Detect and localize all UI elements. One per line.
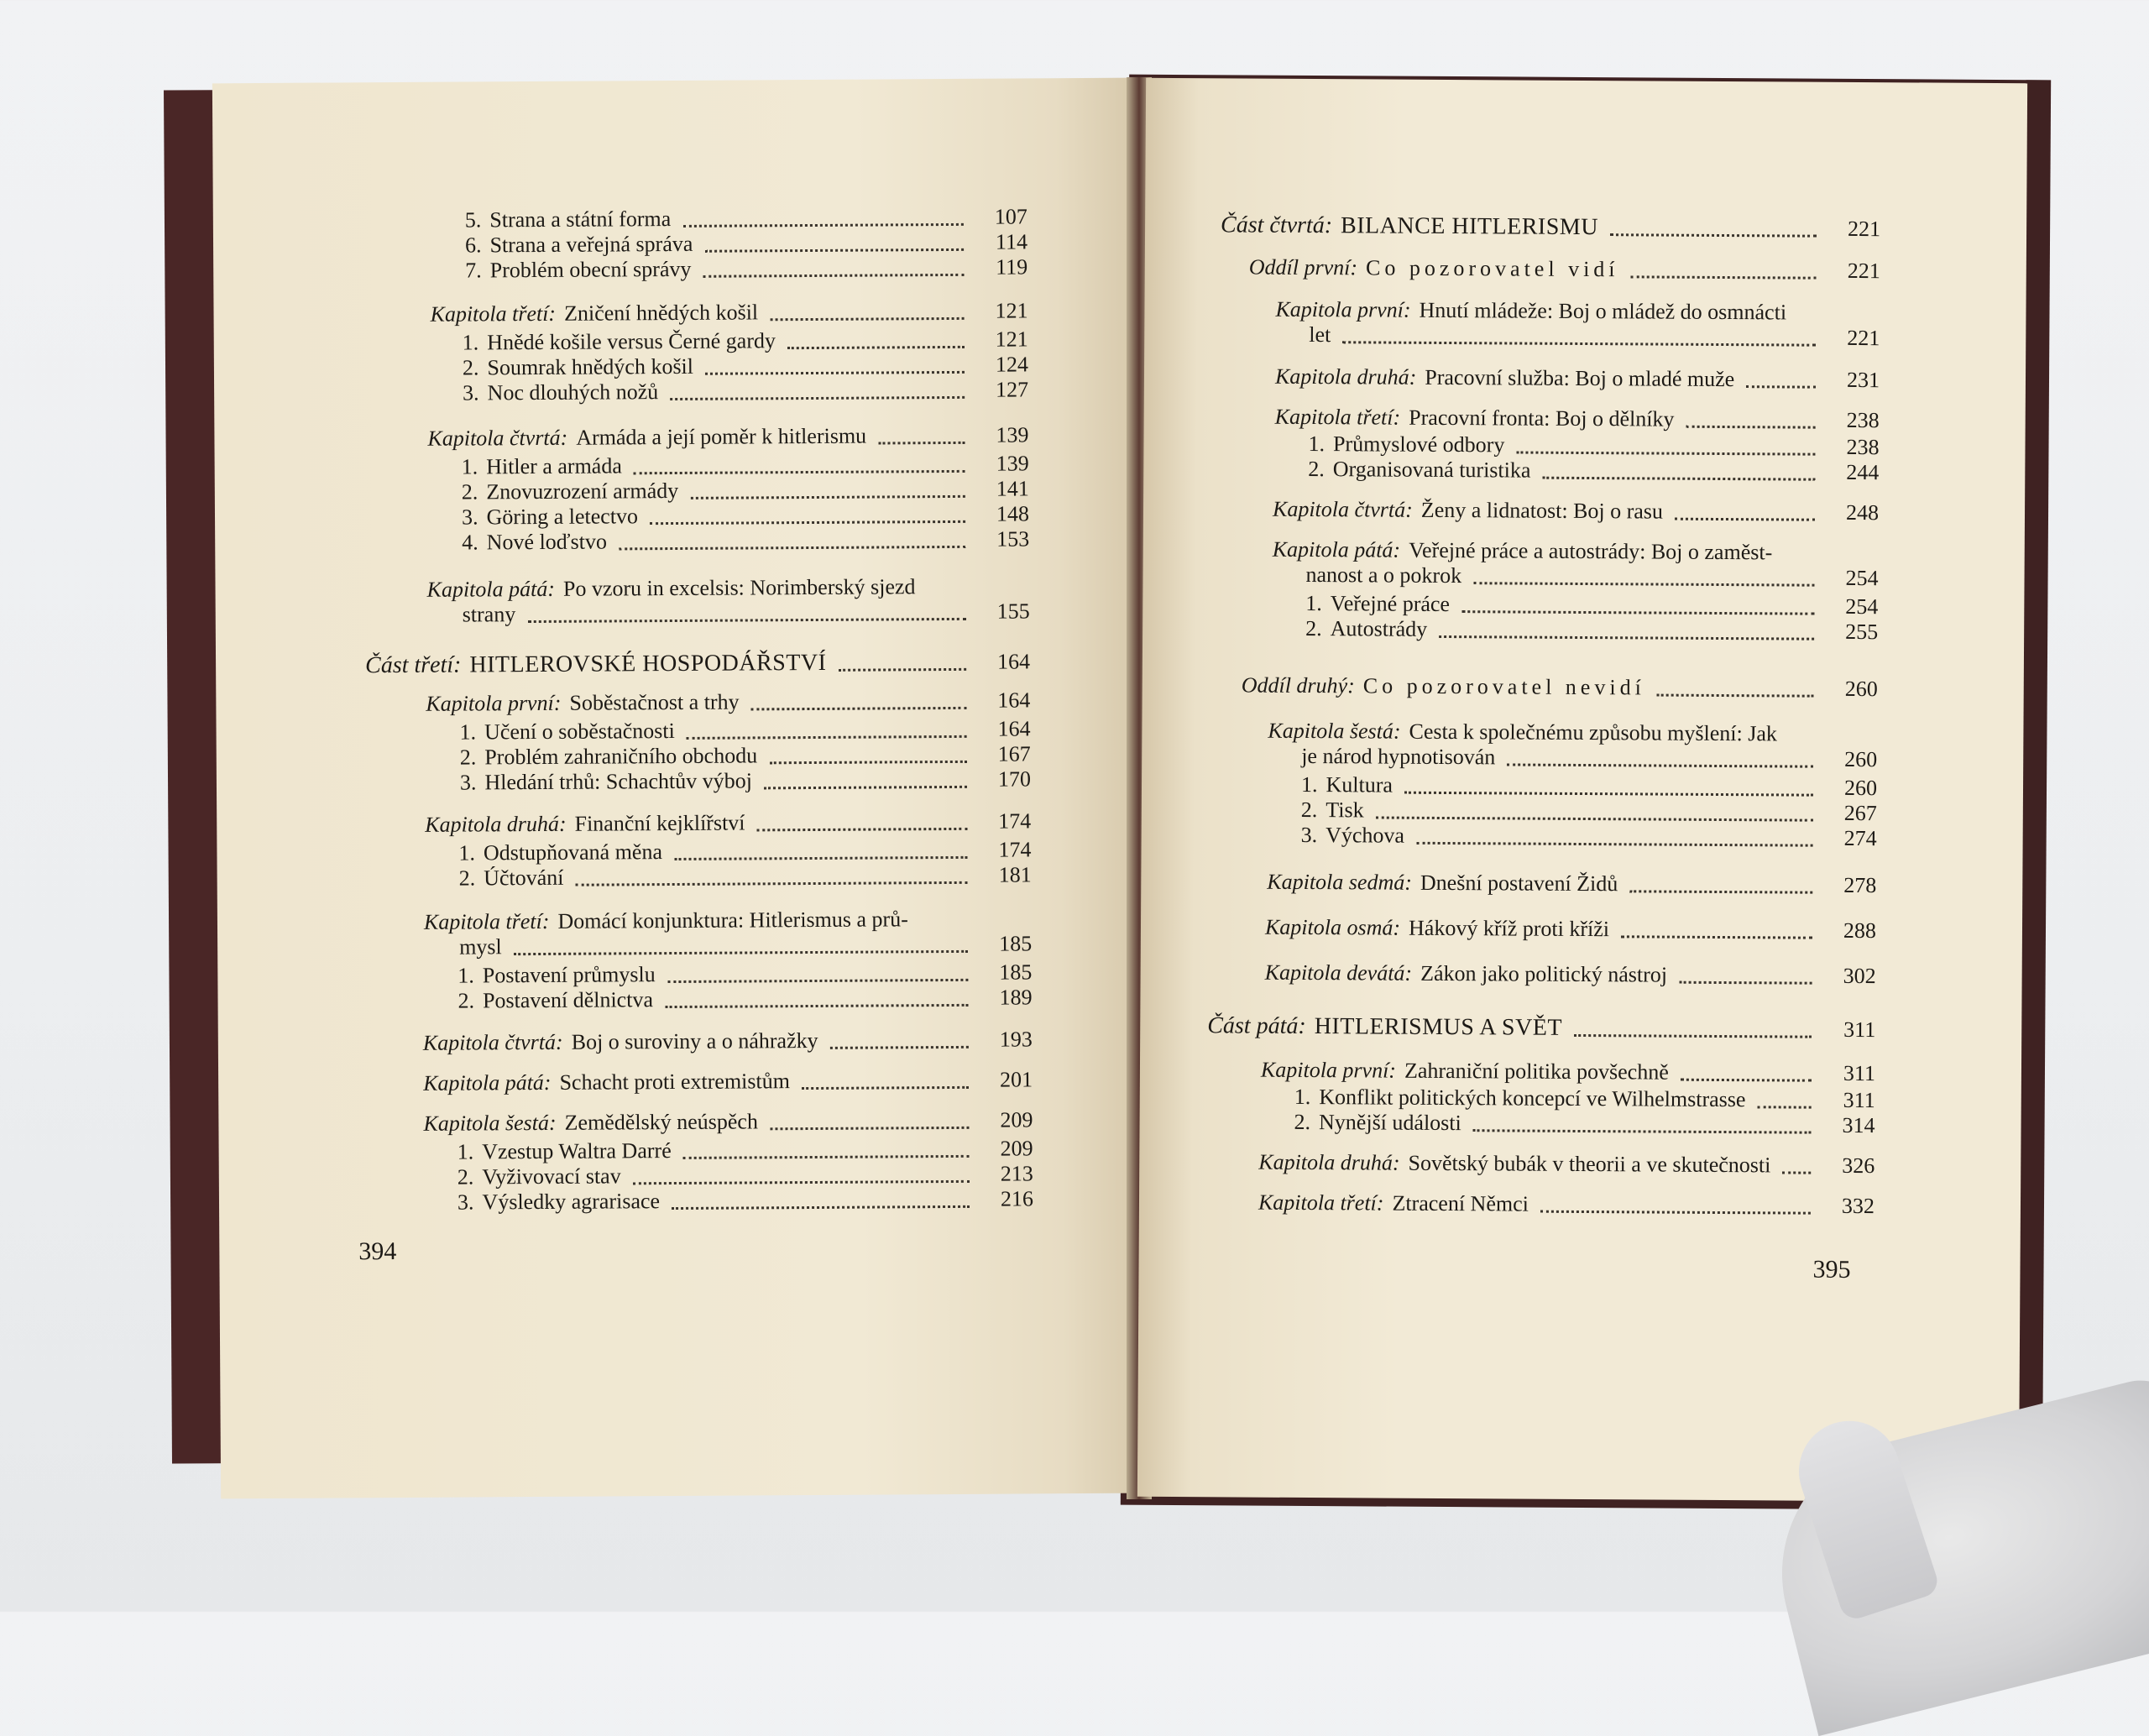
- toc-entry-title: Odstupňovaná měna: [483, 839, 663, 865]
- toc-leader-dots: [703, 274, 965, 278]
- toc-entry-number: 2.: [1294, 1109, 1311, 1135]
- toc-leader-dots: [1473, 582, 1814, 586]
- toc-entry-prefix: Kapitola první:: [1275, 296, 1411, 322]
- toc-entry-prefix: Část čtvrtá:: [1221, 212, 1333, 239]
- toc-entry-page: 153: [996, 526, 1030, 552]
- toc-entry-title: Finanční kejklířství: [574, 810, 745, 836]
- toc-entry-title: nanost a o pokrok: [1305, 562, 1462, 588]
- toc-entry-page: 209: [1000, 1107, 1033, 1132]
- toc-entry-title: Organisovaná turistika: [1332, 457, 1531, 483]
- toc-leader-dots: [683, 1155, 970, 1159]
- toc-entry-prefix: Kapitola devátá:: [1264, 960, 1413, 986]
- toc-entry-page: 221: [1847, 258, 1880, 284]
- toc-entry: [1249, 255, 1619, 283]
- toc-entry-page: 311: [1843, 1087, 1875, 1113]
- toc-entry-title: Hnědé košile versus Černé gardy: [487, 328, 776, 355]
- toc-leader-dots: [619, 546, 965, 551]
- toc-entry-page: 185: [999, 931, 1033, 956]
- toc-entry-title: Postavení dělnictva: [482, 987, 654, 1013]
- toc-entry-number: 1.: [459, 719, 477, 745]
- toc-entry: [458, 1138, 672, 1165]
- toc-entry-title: Po vzoru in excelsis: Norimberský sjezd: [562, 574, 916, 601]
- toc-entry-title: Veřejné práce a autostrády: Boj o zaměst-: [1409, 537, 1773, 565]
- toc-entry-title: Boj o suroviny a o náhražky: [571, 1027, 818, 1054]
- toc-entry-number: 2.: [459, 745, 477, 770]
- toc-entry-page: 164: [996, 649, 1031, 674]
- toc-entry-prefix: Kapitola třetí:: [430, 301, 557, 327]
- toc-leader-dots: [650, 520, 965, 525]
- toc-leader-dots: [687, 735, 967, 740]
- toc-entry-prefix: Kapitola šestá:: [423, 1110, 557, 1136]
- toc-entry-number: 1.: [458, 963, 474, 988]
- toc-entry-page: 288: [1843, 918, 1877, 944]
- toc-entry-title: Ženy a lidnatost: Boj o rasu: [1420, 497, 1664, 524]
- toc-entry-page: 260: [1844, 746, 1878, 772]
- toc-entry-title: HITLEROVSKÉ HOSPODÁŘSTVÍ: [469, 649, 827, 678]
- toc-entry-prefix: Kapitola první:: [1260, 1057, 1397, 1083]
- toc-entry-page: 148: [996, 501, 1030, 526]
- toc-leader-dots: [770, 317, 964, 321]
- toc-entry-prefix: Část třetí:: [365, 651, 462, 679]
- toc-leader-dots: [527, 618, 965, 623]
- toc-entry-page: 121: [995, 298, 1028, 323]
- toc-entry-number: 3.: [463, 380, 479, 405]
- toc-entry-number: 2.: [457, 1164, 474, 1190]
- toc-entry-title: Vyživovací stav: [482, 1163, 621, 1190]
- toc-entry-number: 1.: [461, 454, 478, 479]
- toc-leader-dots: [1517, 452, 1816, 456]
- toc-entry-prefix: Kapitola sedmá:: [1267, 869, 1413, 895]
- right-page: [1137, 78, 2027, 1502]
- toc-entry-title: Dnešní postavení Židů: [1420, 870, 1618, 897]
- toc-entry: [423, 1109, 758, 1136]
- toc-entry-page: 260: [1843, 775, 1878, 801]
- toc-entry-page: 311: [1843, 1060, 1876, 1086]
- toc-entry-page: 221: [1848, 216, 1881, 242]
- toc-entry-title: Zemědělský neúspěch: [564, 1109, 758, 1135]
- toc-entry-page: 119: [996, 254, 1028, 280]
- toc-entry-title: Sovětský bubák v theorii a ve skutečnosti: [1408, 1150, 1771, 1178]
- toc-entry-prefix: Kapitola pátá:: [426, 576, 556, 602]
- toc-entry-page: 201: [1000, 1067, 1033, 1092]
- toc-leader-dots: [674, 856, 967, 860]
- toc-entry-number: 1.: [457, 1139, 474, 1164]
- toc-entry-page: 231: [1846, 367, 1880, 393]
- toc-entry-page: 332: [1841, 1193, 1875, 1219]
- toc-entry-number: 2.: [1300, 797, 1318, 823]
- toc-entry-title: Nynější události: [1318, 1110, 1461, 1136]
- toc-leader-dots: [514, 950, 968, 955]
- toc-leader-dots: [682, 223, 963, 227]
- toc-entry: [458, 839, 662, 865]
- toc-entry-number: 1.: [1308, 431, 1325, 457]
- toc-entry: [1275, 297, 1786, 326]
- toc-entry-page: 209: [1000, 1136, 1033, 1161]
- toc-entry-number: 1.: [1300, 771, 1318, 797]
- toc-entry: [465, 207, 672, 233]
- toc-entry: [460, 743, 758, 770]
- toc-entry-title: Hnutí mládeže: Boj o mládež do osmnácti: [1419, 297, 1787, 325]
- toc-entry-page: 124: [995, 352, 1029, 377]
- toc-entry-title: BILANCE HITLERISMU: [1341, 212, 1599, 241]
- toc-entry-prefix: Část pátá:: [1207, 1012, 1306, 1039]
- toc-entry-number: 4.: [462, 530, 478, 555]
- toc-entry-number: 7.: [465, 258, 482, 283]
- toc-entry: [458, 1189, 660, 1215]
- toc-entry-page: 238: [1846, 434, 1880, 460]
- toc-entry-title: Nové loďstvo: [486, 529, 607, 555]
- toc-entry-number: 2.: [462, 355, 479, 380]
- toc-leader-dots: [751, 707, 967, 711]
- toc-entry: [463, 379, 658, 405]
- toc-entry-number: 1.: [1305, 590, 1322, 616]
- toc-entry: [1261, 1058, 1669, 1085]
- toc-entry-title: Domácí konjunktura: Hitlerismus a prů-: [557, 907, 908, 933]
- toc-entry-page: 193: [999, 1027, 1033, 1052]
- toc-entry: [462, 478, 679, 505]
- toc-entry-page: 170: [997, 766, 1032, 792]
- toc-entry-number: 2.: [458, 865, 476, 891]
- toc-entry-prefix: Kapitola čtvrtá:: [427, 425, 568, 451]
- toc-leader-dots: [1376, 816, 1813, 821]
- toc-leader-dots: [705, 371, 965, 375]
- toc-entry-title: Konflikt politických koncepcí ve Wilhelmstrasse: [1319, 1085, 1746, 1112]
- toc-entry: [425, 810, 745, 837]
- toc-entry-prefix: Kapitola čtvrtá:: [422, 1029, 563, 1055]
- toc-leader-dots: [1631, 275, 1817, 279]
- toc-entry-page: 114: [995, 229, 1028, 254]
- toc-entry: [1265, 915, 1609, 943]
- toc-entry: [1301, 797, 1364, 823]
- toc-entry-prefix: Kapitola třetí:: [1274, 404, 1401, 430]
- toc-entry: [1273, 537, 1773, 566]
- toc-entry: [1221, 212, 1598, 240]
- toc-entry-page: 167: [997, 741, 1031, 766]
- toc-entry: [1268, 719, 1777, 747]
- toc-entry-title: Problém obecní správy: [489, 256, 692, 283]
- toc-leader-dots: [1681, 1079, 1812, 1082]
- toc-entry-page: 254: [1845, 565, 1879, 591]
- toc-entry-title: Strana a veřejná správa: [489, 231, 693, 258]
- toc-entry-title: Účtování: [484, 865, 564, 891]
- toc-entry-page: 254: [1845, 593, 1879, 620]
- toc-entry-page: 107: [994, 204, 1027, 229]
- toc-entry-page: 255: [1845, 619, 1879, 645]
- toc-entry-page: 141: [996, 476, 1029, 501]
- toc-entry-number: 5.: [464, 207, 482, 233]
- toc-entry-title: Armáda a její poměr k hitlerismu: [576, 423, 867, 450]
- toc-entry-title: Göring a letectvo: [486, 504, 639, 530]
- toc-entry-title: Učení o soběstačnosti: [484, 719, 675, 745]
- toc-entry: [426, 574, 915, 603]
- toc-entry: [1305, 591, 1450, 617]
- toc-leader-dots: [1610, 233, 1817, 238]
- toc-entry: [459, 865, 564, 892]
- toc-entry: [463, 602, 516, 627]
- toc-leader-dots: [672, 1205, 970, 1210]
- toc-entry-title: mysl: [459, 934, 502, 960]
- toc-leader-dots: [769, 761, 966, 764]
- toc-entry: [459, 719, 674, 745]
- toc-entry-title: Výchova: [1325, 823, 1405, 848]
- toc-entry: [1267, 870, 1618, 897]
- toc-entry: [1275, 405, 1675, 432]
- toc-entry-title: Cesta k společnému způsobu myšlení: Jak: [1409, 719, 1778, 746]
- toc-entry-page: 244: [1846, 459, 1880, 485]
- toc-entry: [462, 529, 607, 555]
- toc-leader-dots: [1746, 385, 1816, 389]
- toc-entry-title: Výsledky agrarisace: [482, 1189, 661, 1215]
- toc-entry-title: je národ hypnotisován: [1301, 743, 1496, 770]
- toc-entry: [1258, 1190, 1529, 1217]
- toc-entry-title: Problém zahraničního obchodu: [484, 743, 758, 770]
- toc-entry-page: 302: [1843, 963, 1876, 989]
- toc-leader-dots: [1679, 981, 1812, 985]
- toc-entry-page: 121: [995, 327, 1028, 352]
- toc-entry: [1305, 616, 1427, 642]
- toc-entry-title: let: [1309, 322, 1331, 348]
- toc-entry-title: strany: [462, 602, 516, 627]
- toc-leader-dots: [757, 828, 968, 832]
- toc-entry-title: Zahraniční politika povšechně: [1404, 1058, 1669, 1085]
- toc-entry: [458, 987, 653, 1013]
- toc-leader-dots: [1543, 477, 1816, 481]
- toc-entry: [462, 504, 638, 530]
- toc-entry: [426, 690, 739, 717]
- toc-entry: [1309, 322, 1331, 348]
- toc-leader-dots: [1404, 792, 1813, 797]
- toc-leader-dots: [1461, 610, 1814, 615]
- toc-entry-title: Průmyslové odbory: [1332, 431, 1505, 458]
- toc-leader-dots: [1621, 935, 1812, 939]
- toc-entry-title: Noc dlouhých nožů: [487, 379, 659, 405]
- toc-entry-number: 3.: [461, 505, 478, 530]
- toc-entry-number: 2.: [1305, 615, 1322, 641]
- toc-entry-page: 274: [1843, 825, 1877, 851]
- toc-entry: [460, 768, 752, 795]
- toc-leader-dots: [839, 668, 966, 672]
- toc-entry-number: 6.: [464, 233, 482, 258]
- toc-leader-dots: [1574, 1034, 1812, 1038]
- toc-entry: [1308, 431, 1504, 458]
- toc-entry-number: 2.: [1308, 456, 1325, 482]
- toc-entry: [1258, 1150, 1770, 1179]
- toc-entry-page: 164: [997, 716, 1031, 741]
- toc-entry-title: Hledání trhů: Schachtův výboj: [484, 768, 752, 795]
- toc-entry: [1294, 1085, 1746, 1112]
- toc-leader-dots: [705, 248, 964, 253]
- toc-entry-page: 174: [998, 837, 1032, 862]
- toc-entry-number: 2.: [461, 479, 478, 505]
- toc-entry-title: HITLERISMUS A SVĚT: [1314, 1013, 1563, 1041]
- left-page: [212, 78, 1137, 1499]
- toc-leader-dots: [1540, 1210, 1811, 1215]
- toc-leader-dots: [665, 1004, 968, 1008]
- toc-entry: [1294, 1110, 1461, 1136]
- toc-leader-dots: [1439, 635, 1814, 641]
- toc-entry-number: 2.: [458, 988, 475, 1013]
- toc-entry: [1273, 497, 1663, 525]
- toc-entry: [1301, 823, 1405, 849]
- toc-entry-title: Znovuzrození armády: [486, 478, 679, 505]
- toc-leader-dots: [1416, 842, 1812, 847]
- toc-leader-dots: [1657, 694, 1814, 698]
- toc-leader-dots: [830, 1046, 969, 1049]
- toc-entry-title: Schacht proti extremistům: [559, 1069, 791, 1095]
- toc-leader-dots: [690, 495, 965, 499]
- toc-entry-page: 185: [999, 960, 1033, 985]
- toc-leader-dots: [576, 881, 968, 886]
- page-number-right: 395: [1812, 1255, 1851, 1284]
- toc-leader-dots: [764, 786, 967, 789]
- toc-leader-dots: [1629, 890, 1812, 893]
- toc-entry-prefix: Kapitola pátá:: [1272, 536, 1401, 562]
- toc-entry-prefix: Kapitola čtvrtá:: [1272, 496, 1413, 522]
- toc-leader-dots: [1783, 1171, 1812, 1174]
- toc-entry: [427, 424, 866, 452]
- toc-entry: [365, 651, 827, 678]
- toc-leader-dots: [802, 1086, 969, 1090]
- toc-leader-dots: [633, 1180, 970, 1184]
- toc-entry: [463, 328, 776, 355]
- toc-entry-page: 189: [999, 985, 1033, 1010]
- toc-entry-prefix: Kapitola třetí:: [423, 908, 550, 934]
- toc-entry: [459, 934, 502, 960]
- toc-entry: [1308, 457, 1530, 484]
- toc-entry-title: Zákon jako politický nástroj: [1420, 960, 1668, 987]
- toc-leader-dots: [634, 470, 965, 474]
- toc-entry-page: 174: [998, 808, 1032, 834]
- toc-leader-dots: [787, 346, 965, 349]
- toc-entry: [424, 907, 908, 935]
- toc-entry-title: Hitler a armáda: [486, 453, 622, 479]
- toc-entry-title: Veřejné práce: [1330, 591, 1451, 617]
- toc-entry-page: 216: [1000, 1186, 1034, 1211]
- toc-entry-page: 213: [1000, 1161, 1033, 1186]
- toc-entry: [430, 300, 758, 327]
- toc-entry-title: Ztracení Němci: [1392, 1190, 1529, 1216]
- toc-entry-title: Soběstačnost a trhy: [569, 689, 740, 715]
- toc-entry-page: 127: [996, 377, 1029, 402]
- toc-entry-page: 267: [1843, 800, 1877, 826]
- toc-entry: [423, 1028, 818, 1056]
- toc-entry-title: Soumrak hnědých košil: [487, 353, 694, 380]
- toc-leader-dots: [1675, 518, 1815, 521]
- toc-leader-dots: [1758, 1106, 1812, 1108]
- toc-leader-dots: [770, 1127, 969, 1130]
- toc-entry-title: Pracovní služba: Boj o mladé muže: [1425, 364, 1735, 392]
- toc-entry: [423, 1069, 790, 1096]
- toc-entry-page: 314: [1842, 1112, 1875, 1138]
- toc-entry-page: 260: [1844, 676, 1878, 702]
- toc-entry-title: Kultura: [1325, 772, 1393, 797]
- toc-entry-page: 326: [1842, 1153, 1875, 1179]
- toc-leader-dots: [1342, 341, 1816, 346]
- toc-entry-prefix: Kapitola osmá:: [1264, 914, 1401, 940]
- toc-entry-number: 3.: [459, 770, 477, 795]
- toc-entry-title: Zničení hnědých košil: [563, 300, 759, 326]
- toc-leader-dots: [1473, 1129, 1812, 1133]
- toc-entry: [1301, 772, 1393, 798]
- toc-entry-title: Co pozorovatel nevidí: [1362, 673, 1645, 700]
- toc-entry-prefix: Kapitola pátá:: [423, 1069, 552, 1095]
- toc-entry-page: 139: [996, 451, 1029, 476]
- page-number-left: 394: [358, 1237, 397, 1266]
- toc-entry: [458, 1163, 621, 1190]
- toc-entry: [1301, 744, 1495, 770]
- toc-entry-number: 3.: [457, 1190, 474, 1215]
- toc-entry-page: 221: [1847, 325, 1880, 351]
- toc-entry-page: 155: [996, 599, 1030, 624]
- toc-entry-title: Vzestup Waltra Darré: [482, 1138, 672, 1164]
- toc-entry-page: 139: [996, 422, 1029, 447]
- toc-entry-prefix: Kapitola první:: [426, 690, 562, 716]
- toc-entry-number: 1.: [462, 330, 479, 355]
- toc-entry-title: Pracovní fronta: Boj o dělníky: [1409, 405, 1675, 431]
- toc-entry-number: 3.: [1300, 822, 1318, 848]
- toc-entry: [1207, 1013, 1562, 1041]
- toc-entry-title: Autostrády: [1330, 616, 1428, 641]
- toc-entry: [1242, 673, 1645, 701]
- toc-leader-dots: [878, 442, 965, 445]
- toc-entry: [465, 232, 693, 259]
- toc-entry-prefix: Kapitola druhá:: [425, 811, 567, 837]
- toc-leader-dots: [670, 396, 965, 400]
- toc-entry: [1275, 364, 1734, 392]
- toc-entry-number: 1.: [458, 840, 476, 865]
- toc-entry: [465, 257, 691, 284]
- toc-entry-page: 311: [1843, 1017, 1876, 1043]
- toc-entry-number: 1.: [1294, 1084, 1311, 1110]
- toc-entry-page: 248: [1845, 499, 1880, 526]
- toc-entry-title: Co pozorovatel vidí: [1365, 255, 1619, 282]
- toc-entry-title: Strana a státní forma: [489, 207, 672, 233]
- toc-entry-page: 164: [997, 688, 1031, 713]
- toc-entry-prefix: Kapitola druhá:: [1258, 1149, 1400, 1175]
- toc-entry-page: 278: [1843, 872, 1877, 898]
- toc-leader-dots: [1507, 763, 1813, 767]
- toc-entry: [1265, 960, 1668, 988]
- toc-entry: [463, 354, 693, 381]
- toc-entry-title: Hákový kříž proti kříži: [1408, 915, 1610, 942]
- toc-entry-title: Postavení průmyslu: [482, 962, 656, 988]
- toc-entry-prefix: Oddíl první:: [1248, 254, 1358, 280]
- toc-entry: [458, 962, 656, 988]
- toc-entry-page: 181: [998, 862, 1032, 887]
- toc-leader-dots: [667, 979, 968, 983]
- toc-entry-title: Tisk: [1325, 797, 1364, 823]
- toc-leader-dots: [1686, 426, 1816, 429]
- toc-entry-prefix: Kapitola třetí:: [1258, 1190, 1384, 1216]
- toc-entry: [462, 453, 622, 479]
- toc-entry-page: 238: [1846, 407, 1880, 433]
- toc-entry-prefix: Kapitola druhá:: [1274, 363, 1417, 390]
- toc-entry-prefix: Oddíl druhý:: [1241, 672, 1355, 698]
- toc-entry: [1305, 562, 1461, 588]
- toc-entry-prefix: Kapitola šestá:: [1268, 718, 1401, 744]
